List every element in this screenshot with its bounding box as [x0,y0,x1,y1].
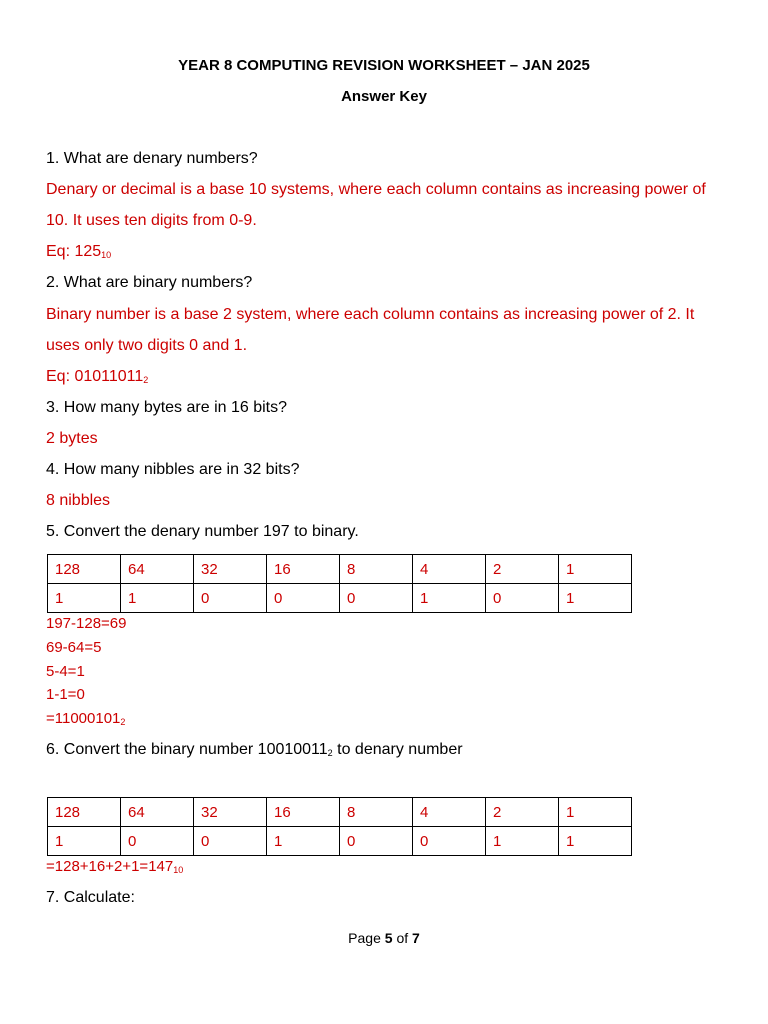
question-1: 1. What are denary numbers? [46,150,258,167]
page-number: 5 [384,930,393,946]
place-value-cell: 32 [194,798,267,827]
place-value-row [48,798,632,827]
bit-cell: 1 [48,584,121,613]
result-base: 2 [120,717,126,727]
example-base: 10 [101,250,112,260]
place-value-cell: 32 [194,555,267,584]
page-total: 7 [412,930,420,946]
question-5: 5. Convert the denary number 197 to binary. [46,523,359,540]
answer-2-line-2: uses only two digits 0 and 1. [46,337,248,354]
result-value: =11000101 [46,710,121,727]
place-value-cell: 4 [413,555,486,584]
bit-cell: 1 [267,827,340,856]
answer-3: 2 bytes [46,430,98,447]
answer-2-example [46,361,728,396]
q6-result [46,855,728,882]
bit-cell: 1 [48,827,121,856]
example-value: Eq: 125 [46,243,102,260]
bit-cell: 0 [340,827,413,856]
answer-1-example [46,236,728,271]
page-footer [0,929,768,947]
q6-binary-table [47,797,632,856]
question-suffix: to denary number [332,741,463,758]
answer-4: 8 nibbles [46,492,111,509]
bit-cell: 0 [340,584,413,613]
place-value-cell: 64 [121,555,194,584]
bit-cell: 1 [121,584,194,613]
place-value-cell: 64 [121,798,194,827]
place-value-cell: 1 [559,798,632,827]
place-value-cell: 2 [486,555,559,584]
question-text: 6. Convert the binary number 10010011 [46,741,328,758]
bit-row [48,827,632,856]
place-value-cell: 8 [340,555,413,584]
bit-cell: 1 [559,584,632,613]
answer-key-subtitle: Answer Key [341,88,427,105]
place-value-row [48,555,632,584]
place-value-cell: 128 [48,798,121,827]
q5-working-step: 1-1=0 [46,686,85,703]
bit-cell: 0 [194,584,267,613]
answer-1-line-2: 10. It uses ten digits from 0-9. [46,212,257,229]
place-value-cell: 8 [340,798,413,827]
bit-cell: 1 [486,827,559,856]
result-value: =128+16+2+1=147 [46,858,174,875]
place-value-cell: 1 [559,555,632,584]
place-value-cell: 2 [486,798,559,827]
question-6 [46,734,728,769]
example-base: 2 [143,375,149,385]
answer-2-line-1: Binary number is a base 2 system, where each column contains as increasing power of 2. It [46,306,695,323]
question-7: 7. Calculate: [46,889,135,906]
page-word: Page [348,930,381,946]
result-base: 10 [173,865,184,875]
bit-cell: 1 [413,584,486,613]
worksheet-title: YEAR 8 COMPUTING REVISION WORKSHEET – JAN 2025 [178,57,590,74]
place-value-cell: 16 [267,798,340,827]
q5-working-step: 69-64=5 [46,639,102,656]
q5-working-step: 5-4=1 [46,663,85,680]
q5-working-step: 197-128=69 [46,615,127,632]
bit-cell: 1 [559,827,632,856]
bit-cell: 0 [486,584,559,613]
example-value: Eq: 01011011 [46,368,144,385]
bit-cell: 0 [121,827,194,856]
bit-row [48,584,632,613]
question-2: 2. What are binary numbers? [46,274,253,291]
place-value-cell: 4 [413,798,486,827]
bit-cell: 0 [413,827,486,856]
q5-result [46,707,728,734]
bit-cell: 0 [267,584,340,613]
question-4: 4. How many nibbles are in 32 bits? [46,461,300,478]
question-3: 3. How many bytes are in 16 bits? [46,399,288,416]
bit-cell: 0 [194,827,267,856]
answer-1-line-1: Denary or decimal is a base 10 systems, where each column contains as increasing power of [46,181,706,198]
place-value-cell: 16 [267,555,340,584]
of-word: of [396,930,409,946]
q5-binary-table [47,554,632,613]
place-value-cell: 128 [48,555,121,584]
question-base: 2 [327,748,333,758]
